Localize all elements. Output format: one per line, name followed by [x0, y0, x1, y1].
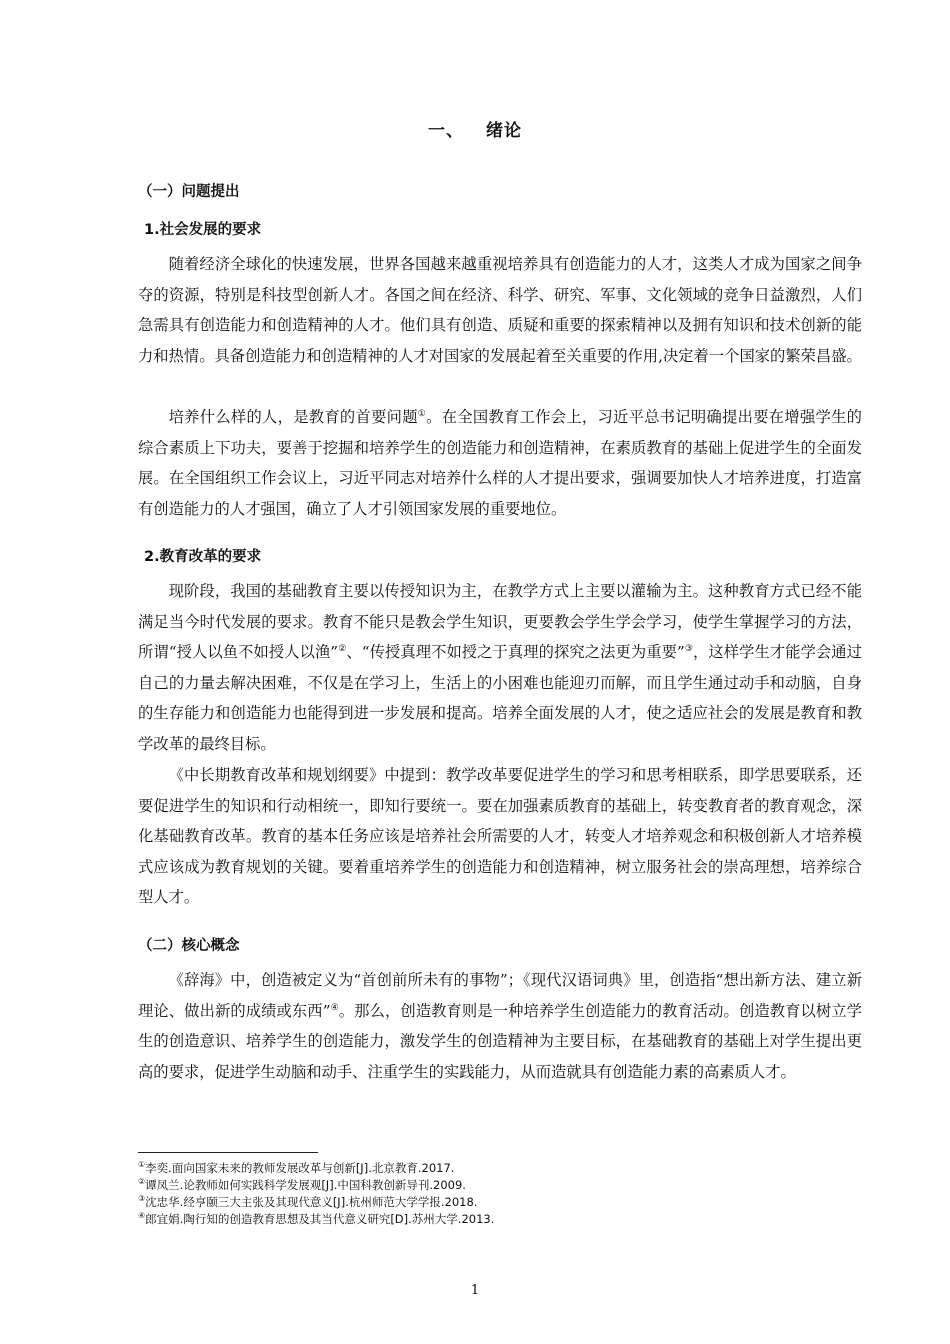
subsection-heading-education: 2.教育改革的要求: [144, 549, 262, 565]
footnote-ref: ②: [338, 644, 347, 655]
paragraph-text: 培养什么样的人，是教育的首要问题: [168, 408, 418, 426]
footnote-4: [138, 1211, 494, 1227]
footnote-2: [138, 1177, 466, 1193]
paragraph-social-1: 随着经济全球化的快速发展，世界各国越来越重视培养具有创造能力的人才，这类人才成为国家之间争夺的资源，特别是科技型创新人才。各国之间在经济、科学、研究、军事、文化领域的竞争日益激烈，人们急需具有创造能力和创造精神的人才。他们具有创造、质疑和重要的探索精神以及拥有知识和技术创新的能力和热情。具备创造能力和创造精神的人才对国家的发展起着至关重要的作用,决定着一个国家的繁荣昌盛。: [138, 255, 862, 365]
paragraph-text: 现阶段，我国的基础教育主要以传授知识为主，在教学方式上主要以灌输为主。这种教育方式已经不能满足当今时代发展的要求。教育不能只是教会学生知识，更要教会学生学会学习，使学生掌握学习的方法，所谓“授人以鱼不如授人以渔”: [138, 582, 862, 662]
footnote-text: 郎宜娟.陶行知的创造教育思想及其当代意义研究[D].苏州大学.2013.: [145, 1212, 495, 1226]
paragraph-text: 《辞海》中，创造被定义为“首创前所未有的事物”；《现代汉语词典》里，创造指“想出新方法、建立新理论、做出新的成绩或东西”: [138, 971, 862, 1020]
footnote-ref: ①: [417, 408, 427, 419]
footnote-3: [138, 1194, 477, 1210]
paragraph-education-2: 《中长期教育改革和规划纲要》中提到：教学改革要促进学生的学习和思考相联系，即学思要联系，还要促进学生的知识和行动相统一，即知行要统一。要在加强素质教育的基础上，转变教育者的教育观念，深化基础教育改革。教育的基本任务应该是培养社会所需要的人才，转变人才培养观念和积极创新人才培养模式应该成为教育规划的关键。要着重培养学生的创造能力和创造精神，树立服务社会的崇高理想，培养综合型人才。: [138, 766, 862, 907]
chapter-title-text: 绪论: [486, 121, 522, 141]
footnote-text: 沈忠华.经亨颐三大主张及其现代意义[J].杭州师范大学学报.2018.: [145, 1195, 478, 1209]
footnote-mark: ④: [138, 1211, 146, 1221]
paragraph-social-2: [138, 402, 862, 524]
footnote-text: 李奕.面向国家未来的教师发展改革与创新[J].北京教育.2017.: [145, 1161, 455, 1175]
paragraph-text: ，这样学生才能学会通过自己的力量去解决困难，不仅是在学习上，生活上的小困难也能迎刃而解，而且学生通过动手和动脑，自身的生存能力和创造能力也能得到进一步发展和提高。培养全面发展的人才，使之适应社会的发展是教育和教学改革的最终目标。: [138, 643, 862, 753]
page-number: 1: [470, 1283, 480, 1298]
paragraph-education-1: [138, 576, 862, 760]
footnote-separator: [138, 1152, 318, 1153]
footnote-mark: ③: [138, 1194, 146, 1204]
paragraph-text: 。那么，创造教育则是一种培养学生创造能力的教育活动。创造教育以树立学生的创造意识、培养学生的创造能力，激发学生的创造精神为主要目标，在基础教育的基础上对学生提出更高的要求，促进学生动脑和动手、注重学生的实践能力，从而造就具有创造能力素的高素质人才。: [138, 1001, 862, 1081]
footnote-mark: ②: [138, 1177, 146, 1187]
subsection-heading-social: 1.社会发展的要求: [144, 222, 262, 238]
chapter-number: 一、: [428, 121, 464, 141]
footnote-text: 谭凤兰.论教师如何实践科学发展观[J].中国科教创新导刊.2009.: [145, 1178, 466, 1192]
paragraph-text: 。在全国教育工作会上，习近平总书记明确提出要在增强学生的综合素质上下功夫，要善于挖掘和培养学生的创造能力和创造精神，在素质教育的基础上促进学生的全面发展。在全国组织工作会议上，习近平同志对培养什么样的人才提出要求，强调要加快人才培养进度，打造富有创造能力的人才强国，确立了人才引领国家发展的重要地位。: [138, 408, 862, 518]
chapter-title: [0, 116, 950, 141]
footnote-1: [138, 1160, 454, 1176]
paragraph-concept: [138, 965, 862, 1087]
footnote-ref: ④: [330, 1002, 339, 1013]
section-heading-concept: （二）核心概念: [138, 938, 240, 954]
footnote-ref: ③: [684, 644, 693, 655]
paragraph-text: 、“传授真理不如授之于真理的探究之法更为重要”: [346, 643, 685, 662]
footnote-mark: ①: [138, 1160, 146, 1170]
section-heading-problem: （一）问题提出: [138, 184, 240, 200]
